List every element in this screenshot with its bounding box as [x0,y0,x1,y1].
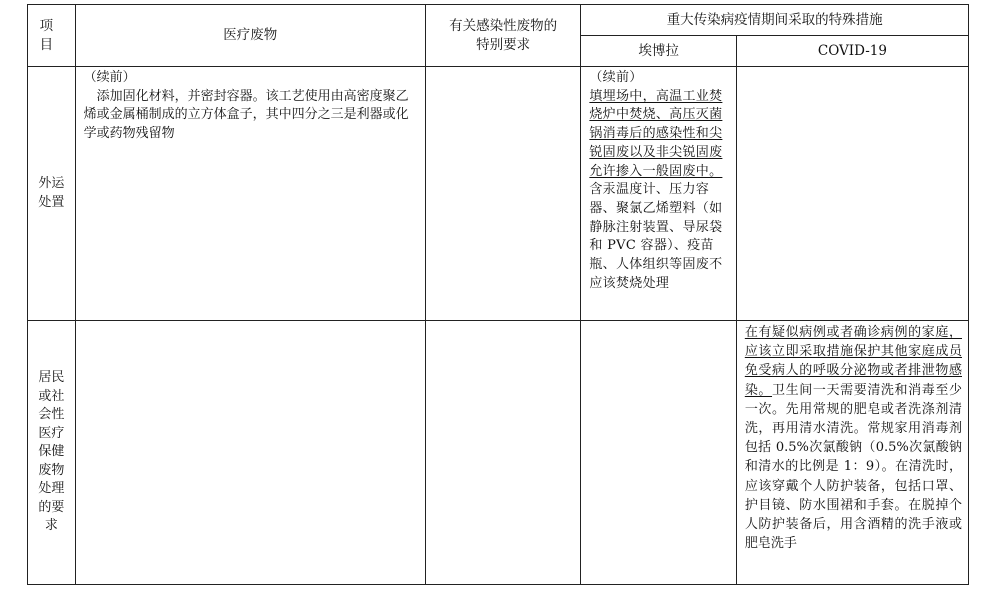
medical-waste-table [27,4,969,585]
cell-medical-waste-outbound [75,67,425,321]
header-infectious-requirements [425,5,580,67]
ebola-continued-marker: （续前） [589,70,643,85]
header-medical-waste: 医疗废物 [75,5,425,67]
continued-marker: （续前） [83,70,136,85]
table-row [28,67,969,321]
header-special-measures: 重大传染病疫情期间采取的特殊措施 [581,5,969,36]
header-infectious-text: 有关感染性废物的特别要求 [449,18,558,53]
medical-waste-text: 添加固化材料，并密封容器。该工艺使用由高密度聚乙烯或金属桶制成的立方体盒子，其中四分之三是利器或化学或药物残留物 [83,88,409,141]
header-covid: COVID-19 [736,36,968,67]
cell-infectious-outbound [425,67,580,321]
cell-covid-outbound [736,67,968,321]
row-label-outbound-disposal [28,67,76,321]
header-project-text: 项目 [39,18,64,53]
cell-ebola-residential [581,321,736,585]
cell-ebola-outbound [581,67,736,321]
ebola-plain-text: 含汞温度计、压力容器、聚氯乙烯塑料（如静脉注射装置、导尿袋和 PVC 容器）、疫苗瓶、人体组织等固废不应该焚烧处理 [589,182,723,291]
header-ebola: 埃博拉 [581,36,736,67]
cell-medical-waste-residential [75,321,425,585]
cell-infectious-residential [425,321,580,585]
row-label-text: 居民或社会性医疗保健废物处理的要求 [38,370,65,534]
row-label-text: 外运处置 [38,176,65,210]
ebola-underlined-text: 填埋场中，高温工业焚烧炉中焚烧、高压灭菌锅消毒后的感染性和尖锐固废以及非尖锐固废允许掺入一般固废中。 [589,88,723,179]
table-row [28,321,969,585]
cell-covid-residential [736,321,968,585]
covid-plain-text: 卫生间一天需要清洗和消毒至少一次。先用常规的肥皂或者洗涤剂清洗，再用清水清洗。常规家用消毒剂包括 0.5%次氯酸钠（0.5%次氯酸钠和清水的比例是 1：9）。在清洗时，应该穿戴个人防护装备，包括口罩、护目镜、防水围裙和手套。在脱掉个人防护装备后，用含酒精的洗手液或肥皂洗手 [744,382,962,552]
row-label-residential-requirements [28,321,76,585]
header-project [28,5,76,67]
covid-underlined-text: 在有疑似病例或者确诊病例的家庭，应该立即采取措施保护其他家庭成员免受病人的呼吸分泌物或者排泄物感染。 [744,325,962,398]
